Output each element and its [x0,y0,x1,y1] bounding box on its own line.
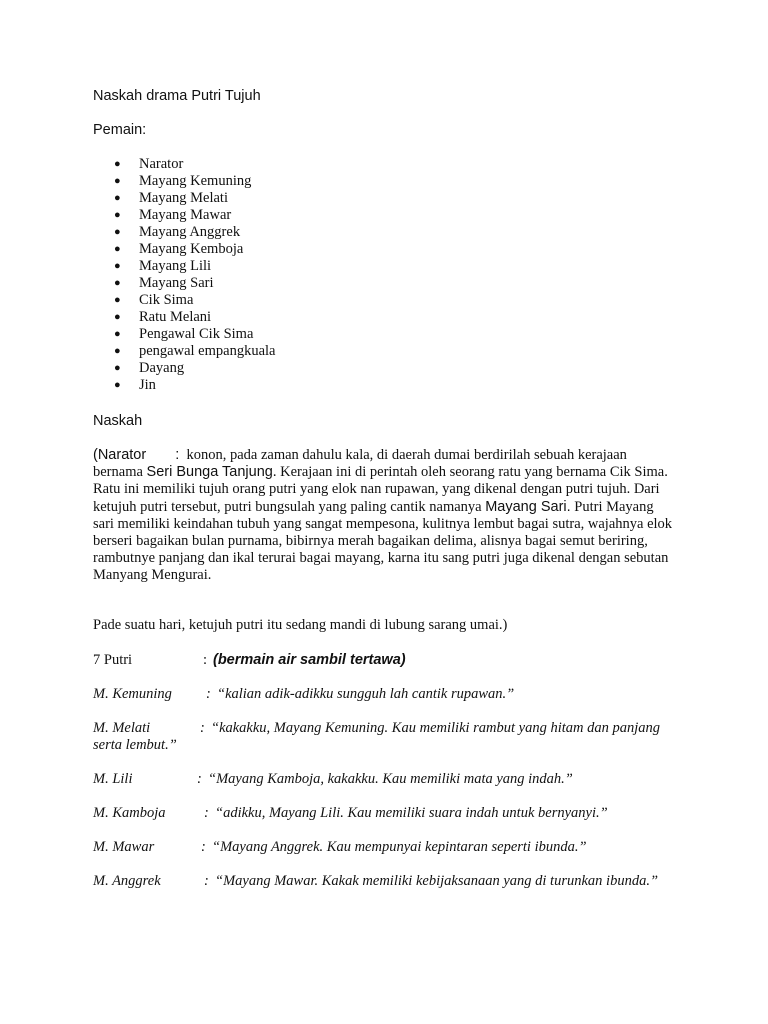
dialogue-text: “Mayang Anggrek. Kau mempunyai kepintaran seperti ibunda.” [212,839,587,855]
dialogue-text: “Mayang Mawar. Kakak memiliki kebijaksanaan yang di turunkan ibunda.” [215,873,659,889]
dialogue-line: M. Lili : “Mayang Kamboja, kakakku. Kau memiliki mata yang indah.” [93,771,573,787]
narrator-label: (Narator [93,447,147,463]
cast-item: ● Mayang Anggrek [114,224,241,240]
cast-item: ● Mayang Sari [114,275,214,291]
dialogue-text: “kalian adik-adikku sungguh lah cantik rupawan.” [217,686,515,702]
dialogue-line: M. Kamboja : “adikku, Mayang Lili. Kau memiliki suara indah untuk bernyanyi.” [93,805,608,821]
speaker-name: M. Anggrek [93,873,161,889]
bullet-icon: ● [114,175,121,187]
cast-item: ● Mayang Mawar [114,207,232,223]
dialogue-line: M. Anggrek : “Mayang Mawar. Kakak memiliki kebijaksanaan yang di turunkan ibunda.” [93,873,659,889]
kingdom-name: Seri Bunga Tanjung [146,464,273,481]
cast-item: ● Mayang Melati [114,190,228,206]
cast-item: ● Jin [114,377,156,393]
bullet-icon: ● [114,243,121,255]
document-title: Naskah drama Putri Tujuh [93,88,261,104]
script-heading: Naskah [93,413,143,429]
cast-item: ● Narator [114,156,184,172]
cast-item: ● Mayang Kemuning [114,173,252,189]
bullet-icon: ● [114,379,121,391]
dialogue-line: M. Mawar : “Mayang Anggrek. Kau mempunyai kepintaran seperti ibunda.” [93,839,587,855]
bullet-icon: ● [114,277,121,289]
dialogue-text: (bermain air sambil tertawa) [213,652,406,668]
cast-item: ● Ratu Melani [114,309,212,325]
cast-item: ● pengawal empangkuala [114,343,276,359]
dialogue-text: “kakakku, Mayang Kemuning. Kau memiliki rambut yang hitam dan panjang serta lembut.” [93,720,661,754]
narrator-colon: : [175,447,180,463]
bullet-icon: ● [114,311,121,323]
narration-closing: Pade suatu hari, ketujuh putri itu sedang mandi di lubung sarang umai.) [93,617,508,633]
bullet-icon: ● [114,294,121,306]
dialogue-text: “Mayang Kamboja, kakakku. Kau memiliki mata yang indah.” [208,771,573,787]
dialogue-line: M. Melati : “kakakku, Mayang Kemuning. Kau memiliki rambut yang hitam dan panjang serta lembut.” [93,720,661,754]
bullet-icon: ● [114,192,121,204]
speaker-name: M. Kamboja [93,805,166,821]
youngest-name: Mayang Sari. [485,498,571,515]
speaker-name: 7 Putri [93,652,133,668]
dialogue-text: “adikku, Mayang Lili. Kau memiliki suara indah untuk bernyanyi.” [215,805,608,821]
speaker-name: M. Melati [93,720,151,736]
speaker-name: M. Mawar [93,839,155,855]
bullet-icon: ● [114,345,121,357]
bullet-icon: ● [114,362,121,374]
bullet-icon: ● [114,226,121,238]
cast-item: ● Cik Sima [114,292,194,308]
bullet-icon: ● [114,209,121,221]
dialogue-line: M. Kemuning : “kalian adik-adikku sungguh lah cantik rupawan.” [93,686,515,702]
cast-list [93,156,275,394]
cast-item: ● Dayang [114,360,185,376]
cast-item: ● Pengawal Cik Sima [114,326,254,342]
cast-heading: Pemain: [93,122,147,138]
bullet-icon: ● [114,158,121,170]
dialogue-line: 7 Putri : (bermain air sambil tertawa) [93,652,406,668]
narration-paragraph: (Narator : konon, pada zaman dahulu kala, di daerah dumai berdirilah sebuah kerajaan bernama Seri Bunga Tanjung. Kerajaan ini di perintah oleh seorang ratu yang bernama Cik Sima. Ratu ini memiliki tujuh orang putri yang elok nan rupawan, yang dikenal dengan putri tujuh. Dari ketujuh putri tersebut, putri bungsulah yang paling cantik namanya Mayang Sari. Putri Mayang sari memiliki keindahan tubuh yang sangat mempesona, kulitnya lembut bagai sutra, wajahnya elok berseri bagaikan bulan purnama, bibirnya merah bagaikan delima, alisnya bagai semut beriring, rambutnye panjang dan ikal terurai bagai mayang, karna itu sang putri juga dikenal dengan sebutan Manyang Mengurai. [93,447,673,584]
bullet-icon: ● [114,260,121,272]
bullet-icon: ● [114,328,121,340]
cast-item: ● Mayang Kemboja [114,241,244,257]
cast-item: ● Mayang Lili [114,258,212,274]
speaker-name: M. Lili [93,771,133,787]
speaker-name: M. Kemuning [93,686,172,702]
